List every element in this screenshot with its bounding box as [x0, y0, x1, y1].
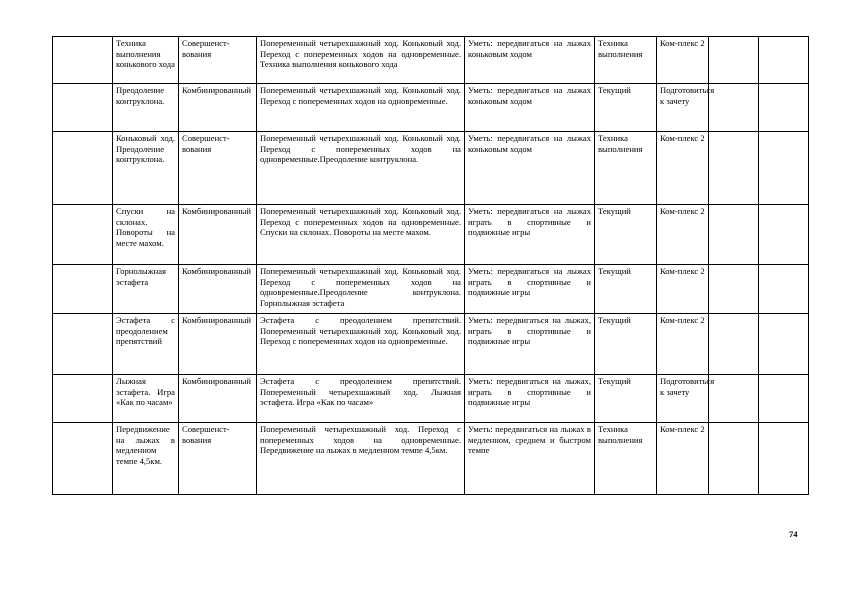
homework-cell: Ком-плекс 2 [657, 205, 709, 265]
empty-cell [759, 314, 809, 375]
topic-cell: Коньковый ход. Преодоление контруклона. [113, 132, 179, 205]
lesson-type-cell: Комбинированный [179, 205, 257, 265]
content-cell: Попеременный четырехшажный ход. Переход с попеременных ходов на одновременные. Передвижение на лыжах в медленном темпе 4,5км. [257, 423, 465, 495]
control-cell: Текущий [595, 84, 657, 132]
content-cell: Попеременный четырехшажный ход. Коньковый ход. Переход с попеременных ходов на одновременные.Преодоление контруклона. Горнолыжная эстафета [257, 265, 465, 314]
homework-cell: Подготовиться к зачету [657, 375, 709, 423]
empty-cell [759, 423, 809, 495]
empty-cell [709, 375, 759, 423]
skills-cell: Уметь: передвигаться на лыжах в медленном, среднем и быстром темпе [465, 423, 595, 495]
lesson-type-cell: Комбинированный [179, 375, 257, 423]
empty-cell [709, 265, 759, 314]
empty-cell [709, 37, 759, 84]
table-row [53, 84, 809, 132]
empty-cell [709, 423, 759, 495]
empty-cell [709, 314, 759, 375]
skills-cell: Уметь: передвигаться на лыжах коньковым ходом [465, 84, 595, 132]
empty-cell [709, 205, 759, 265]
homework-cell: Ком-плекс 2 [657, 132, 709, 205]
lesson-type-cell: Комбинированный [179, 314, 257, 375]
homework-cell: Подготовиться к зачету [657, 84, 709, 132]
empty-cell [759, 84, 809, 132]
table-row [53, 423, 809, 495]
skills-cell: Уметь: передвигаться на лыжах коньковым ходом [465, 37, 595, 84]
control-cell: Текущий [595, 375, 657, 423]
topic-cell: Техника выполнения коньковoго хода [113, 37, 179, 84]
content-cell: Попеременный четырехшажный ход. Коньковый ход. Переход с попеременных ходов на одновременные. Техника выполнения конькового хода [257, 37, 465, 84]
skills-cell: Уметь: передвигаться на лыжах, играть в спортивные и подвижные игры [465, 314, 595, 375]
empty-cell [759, 37, 809, 84]
empty-cell [53, 205, 113, 265]
topic-cell: Передвижение на лыжах в медленном темпе 4,5км. [113, 423, 179, 495]
skills-cell: Уметь: передвигаться на лыжах играть в спортивные и подвижные игры [465, 265, 595, 314]
content-cell: Эстафета с преодолением препятствий. Попеременный четырехшажный ход. Коньковый ход. Переход с попеременных ходов на одновременные. [257, 314, 465, 375]
control-cell: Текущий [595, 314, 657, 375]
skills-cell: Уметь: передвигаться на лыжах играть в спортивные и подвижные игры [465, 205, 595, 265]
lesson-type-cell: Совершенст-вования [179, 132, 257, 205]
empty-cell [759, 205, 809, 265]
topic-cell: Спуски на склонах. Повороты на месте махом. [113, 205, 179, 265]
empty-cell [53, 265, 113, 314]
homework-cell: Ком-плекс 2 [657, 423, 709, 495]
homework-cell: Ком-плекс 2 [657, 37, 709, 84]
empty-cell [53, 84, 113, 132]
homework-cell: Ком-плекс 2 [657, 265, 709, 314]
content-cell: Эстафета с преодолением препятствий. Попеременный четырехшажный ход. Лыжная эстафета. Игра «Как по часам» [257, 375, 465, 423]
control-cell: Техника выполнения [595, 423, 657, 495]
topic-cell: Преодоление контруклона. [113, 84, 179, 132]
topic-cell: Эстафета с преодолением препятствий [113, 314, 179, 375]
table-row [53, 375, 809, 423]
control-cell: Техника выполнения [595, 37, 657, 84]
empty-cell [709, 84, 759, 132]
control-cell: Текущий [595, 205, 657, 265]
homework-cell: Ком-плекс 2 [657, 314, 709, 375]
topic-cell: Лыжная эстафета. Игра «Как по часам» [113, 375, 179, 423]
control-cell: Текущий [595, 265, 657, 314]
content-cell: Попеременный четырехшажный ход. Коньковый ход. Переход с попеременных ходов на одновременные. Спуски на склонах. Повороты на месте махом. [257, 205, 465, 265]
table-row [53, 205, 809, 265]
control-cell: Техника выполнения [595, 132, 657, 205]
empty-cell [53, 314, 113, 375]
lesson-type-cell: Комбинированный [179, 265, 257, 314]
empty-cell [53, 423, 113, 495]
empty-cell [53, 375, 113, 423]
table-row [53, 265, 809, 314]
empty-cell [709, 132, 759, 205]
content-cell: Попеременный четырехшажный ход. Коньковый ход. Переход с попеременных ходов на одновременные.Преодоление контруклона. [257, 132, 465, 205]
skills-cell: Уметь: передвигаться на лыжах, играть в спортивные и подвижные игры [465, 375, 595, 423]
skills-cell: Уметь: передвигаться на лыжах коньковым ходом [465, 132, 595, 205]
empty-cell [53, 37, 113, 84]
page-number: 74 [789, 529, 798, 539]
topic-cell: Горнолыжная эстафета [113, 265, 179, 314]
empty-cell [53, 132, 113, 205]
table-row [53, 132, 809, 205]
table-row [53, 314, 809, 375]
lesson-type-cell: Совершенст-вования [179, 423, 257, 495]
empty-cell [759, 375, 809, 423]
content-cell: Попеременный четырехшажный ход. Коньковый ход. Переход с попеременных ходов на одновременные. [257, 84, 465, 132]
table-row [53, 37, 809, 84]
lesson-plan-table [52, 36, 809, 495]
empty-cell [759, 265, 809, 314]
lesson-type-cell: Совершенст-вования [179, 37, 257, 84]
lesson-type-cell: Комбинированный [179, 84, 257, 132]
empty-cell [759, 132, 809, 205]
